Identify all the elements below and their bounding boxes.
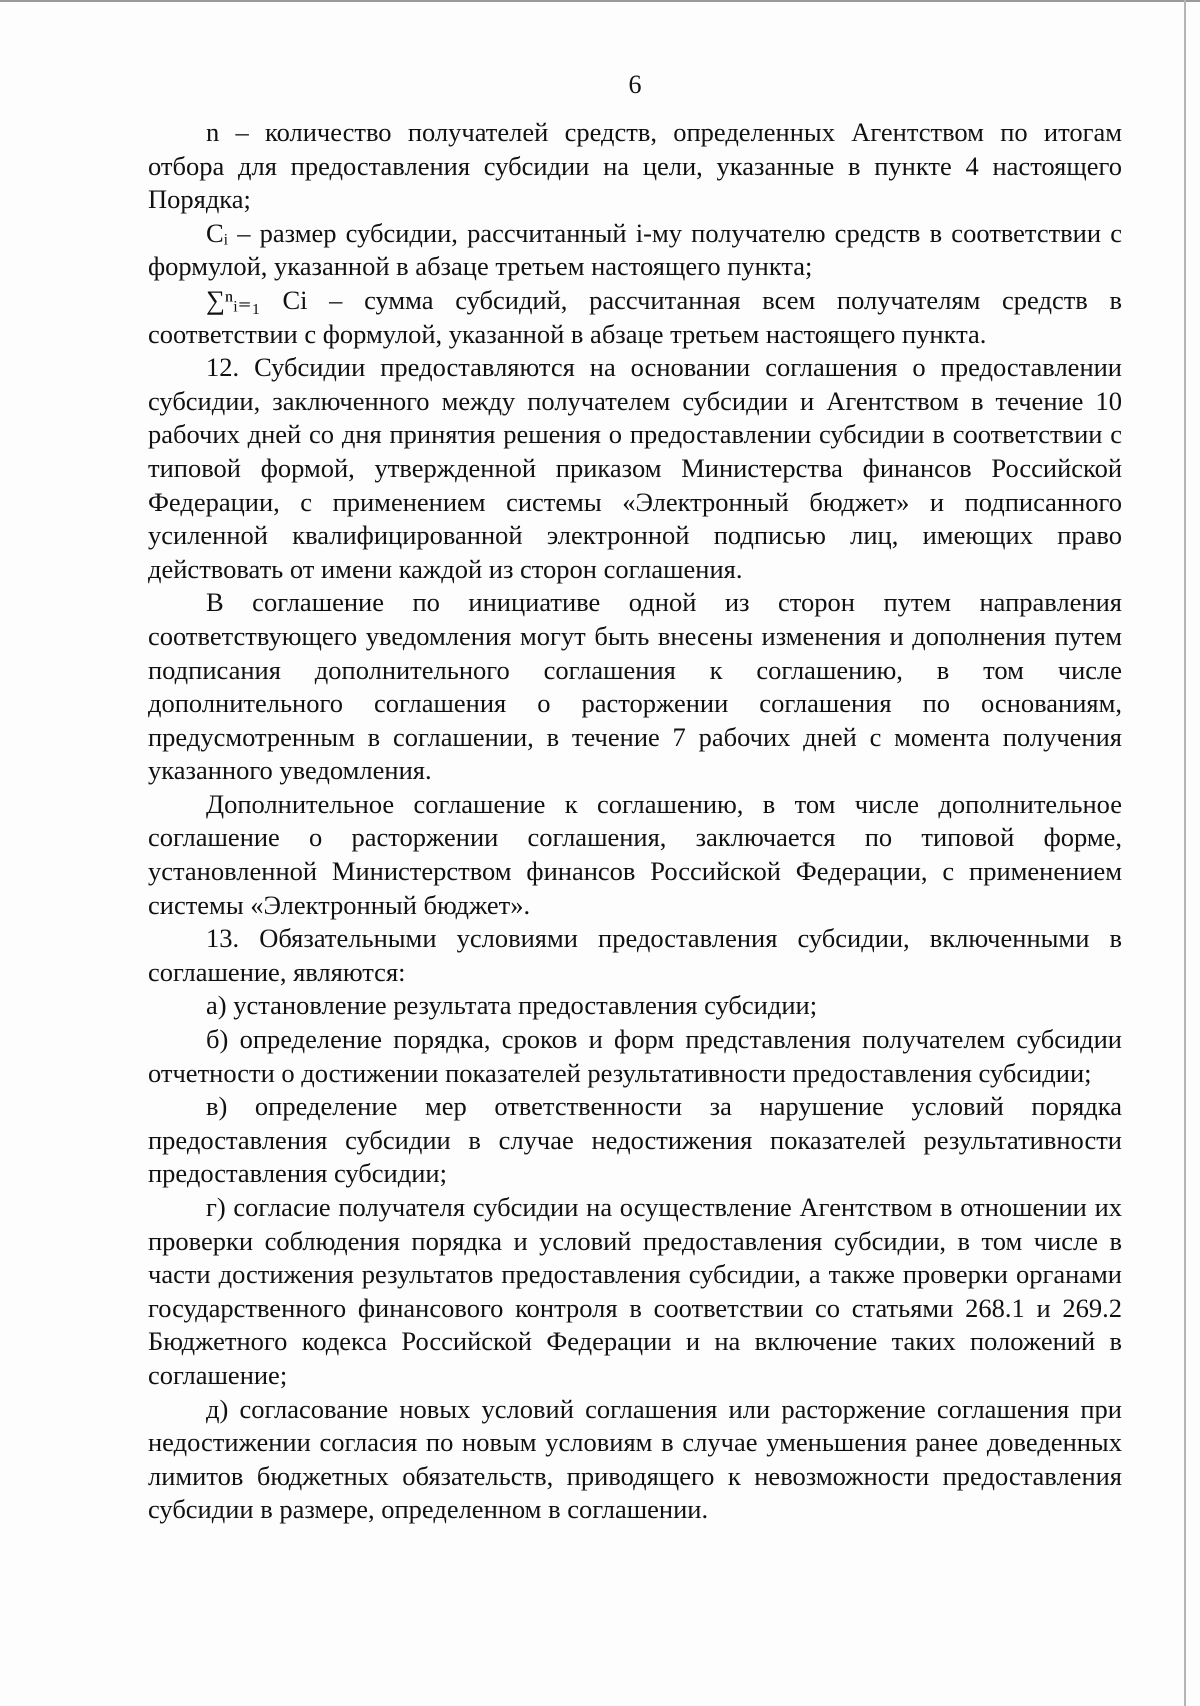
page-number: 6 (628, 70, 642, 99)
paragraph-ci-definition: Cᵢ – размер субсидии, рассчитанный i-му получателю средств в соответствии с формулой, указанной в абзаце третьем настоящего пункта; (148, 217, 1122, 282)
paragraph-item-v: в) определение мер ответственности за нарушение условий порядка предоставления субсидии в случае недостижения показателей результативности предоставления субсидии; (148, 1091, 1122, 1189)
scan-right-edge (1184, 0, 1186, 1706)
scan-top-edge (0, 0, 1200, 2)
paragraph-amendments: В соглашение по инициативе одной из сторон путем направления соответствующего уведомления могут быть внесены изменения и дополнения путем подписания дополнительного соглашения к соглашению, в том числе дополнительного соглашения о расторжении соглашения по основаниям, предусмотренным в соглашении, в течение 7 рабочих дней с момента получения указанного уведомления. (148, 587, 1122, 786)
paragraph-item-b: б) определение порядка, сроков и форм представления получателем субсидии отчетности о достижении показателей результативности предоставления субсидии; (148, 1024, 1122, 1088)
paragraph-item-g: г) согласие получателя субсидии на осуществление Агентством в отношении их проверки соблюдения порядка и условий предоставления субсидии, в том числе в части достижения результатов предоставления субсидии, а также проверки органами государственного финансового контроля в соответствии со статьями 268.1 и 269.2 Бюджетного кодекса Российской Федерации и на включение таких положений в соглашение; (148, 1192, 1122, 1390)
paragraph-clause-12: 12. Субсидии предоставляются на основании соглашения о предоставлении субсидии, заключенного между получателем субсидии и Агентством в течение 10 рабочих дней со дня принятия решения о предоставлении субсидии в соответствии с типовой формой, утвержденной приказом Министерства финансов Российской Федерации, с применением системы «Электронный бюджет» и подписанного усиленной квалифицированной электронной подписью лиц, имеющих право действовать от имени каждой из сторон соглашения. (148, 352, 1122, 584)
paragraph-item-a: а) установление результата предоставления субсидии; (206, 990, 818, 1021)
paragraph-n-definition: n – количество получателей средств, определенных Агентством по итогам отбора для предоставления субсидии на цели, указанные в пункте 4 настоящего Порядка; (148, 117, 1122, 215)
paragraph-sum-definition: ∑ⁿᵢ₌₁ Ci – сумма субсидий, рассчитанная всем получателям средств в соответствии с формулой, указанной в абзаце третьем настоящего пункта. (148, 284, 1122, 349)
paragraph-item-d: д) согласование новых условий соглашения или расторжение соглашения при недостижении согласия по новым условиям в случае уменьшения ранее доведенных лимитов бюджетных обязательств, приводящего к невозможности предоставления субсидии в размере, определенном в соглашении. (148, 1393, 1122, 1525)
document-body (148, 116, 1122, 1527)
paragraph-additional-agreement: Дополнительное соглашение к соглашению, в том числе дополнительное соглашение о расторжении соглашения, заключается по типовой форме, установленной Министерством финансов Российской Федерации, с применением системы «Электронный бюджет». (148, 788, 1122, 920)
paragraph-clause-13: 13. Обязательными условиями предоставления субсидии, включенными в соглашение, являются: (148, 923, 1122, 987)
